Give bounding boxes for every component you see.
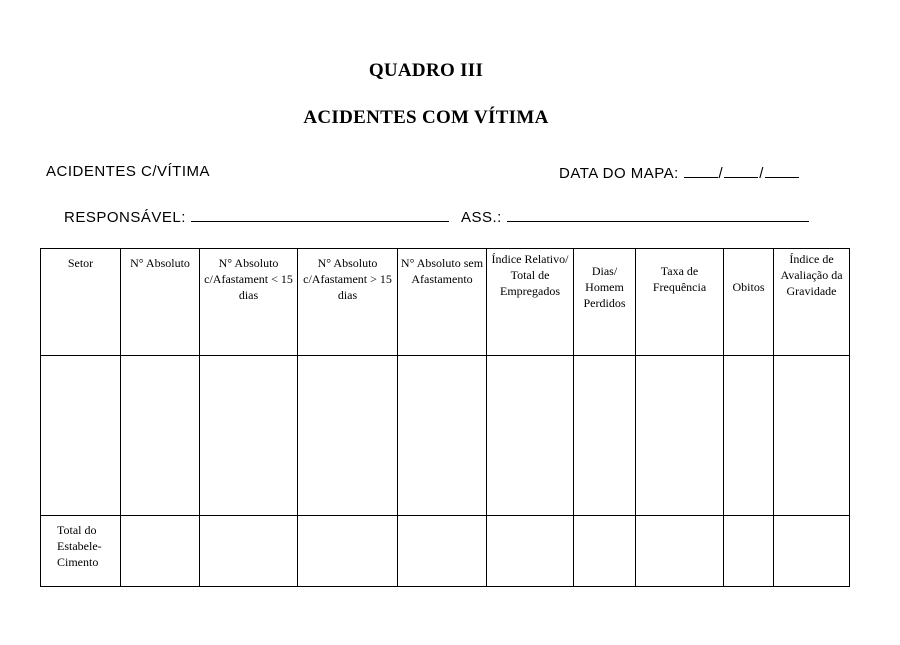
column-header: N° Absoluto c/Afastament < 15 dias <box>200 249 298 356</box>
table-cell[interactable] <box>636 356 724 516</box>
total-label: Total do Estabele- Cimento <box>41 516 121 587</box>
table-cell[interactable] <box>774 516 850 587</box>
table-cell[interactable] <box>574 516 636 587</box>
column-header: Taxa de Frequência <box>636 249 724 356</box>
column-header: Dias/ Homem Perdidos <box>574 249 636 356</box>
table-cell[interactable] <box>298 516 398 587</box>
ass-label: ASS.: <box>461 209 502 226</box>
responsavel-field <box>64 207 449 226</box>
date-day-blank[interactable] <box>684 163 718 178</box>
total-row <box>41 516 850 587</box>
table-cell[interactable] <box>41 356 121 516</box>
date-year-blank[interactable] <box>765 163 799 178</box>
page-subtitle: ACIDENTES COM VÍTIMA <box>303 107 549 128</box>
table-cell[interactable] <box>298 356 398 516</box>
page-title: QUADRO III <box>368 60 484 81</box>
date-month-blank[interactable] <box>724 163 758 178</box>
assinatura-blank[interactable] <box>507 207 809 222</box>
accidents-table <box>40 248 850 587</box>
table-cell[interactable] <box>574 356 636 516</box>
responsavel-blank[interactable] <box>191 207 449 222</box>
column-header: N° Absoluto sem Afastamento <box>398 249 487 356</box>
assinatura-field <box>461 207 809 226</box>
table-cell[interactable] <box>398 516 487 587</box>
column-header: Obitos <box>724 249 774 356</box>
table-cell[interactable] <box>724 516 774 587</box>
column-header: N° Absoluto <box>121 249 200 356</box>
column-header: Setor <box>41 249 121 356</box>
data-do-mapa-label: DATA DO MAPA: <box>559 165 679 182</box>
table-cell[interactable] <box>398 356 487 516</box>
acidentes-label: ACIDENTES C/VÍTIMA <box>46 163 211 180</box>
table-cell[interactable] <box>200 516 298 587</box>
column-header: N° Absoluto c/Afastament > 15 dias <box>298 249 398 356</box>
table-cell[interactable] <box>121 356 200 516</box>
table-cell[interactable] <box>774 356 850 516</box>
header-row <box>41 249 850 356</box>
table-cell[interactable] <box>487 516 574 587</box>
column-header: Índice de Avaliação da Gravidade <box>774 249 850 356</box>
column-header: Índice Relativo/ Total de Empregados <box>487 249 574 356</box>
table-row <box>41 356 850 516</box>
responsavel-label: RESPONSÁVEL: <box>64 209 186 226</box>
table-cell[interactable] <box>636 516 724 587</box>
table-cell[interactable] <box>724 356 774 516</box>
data-do-mapa-field: DATA DO MAPA: / / <box>559 163 799 182</box>
table-cell[interactable] <box>121 516 200 587</box>
table-cell[interactable] <box>487 356 574 516</box>
table-cell[interactable] <box>200 356 298 516</box>
